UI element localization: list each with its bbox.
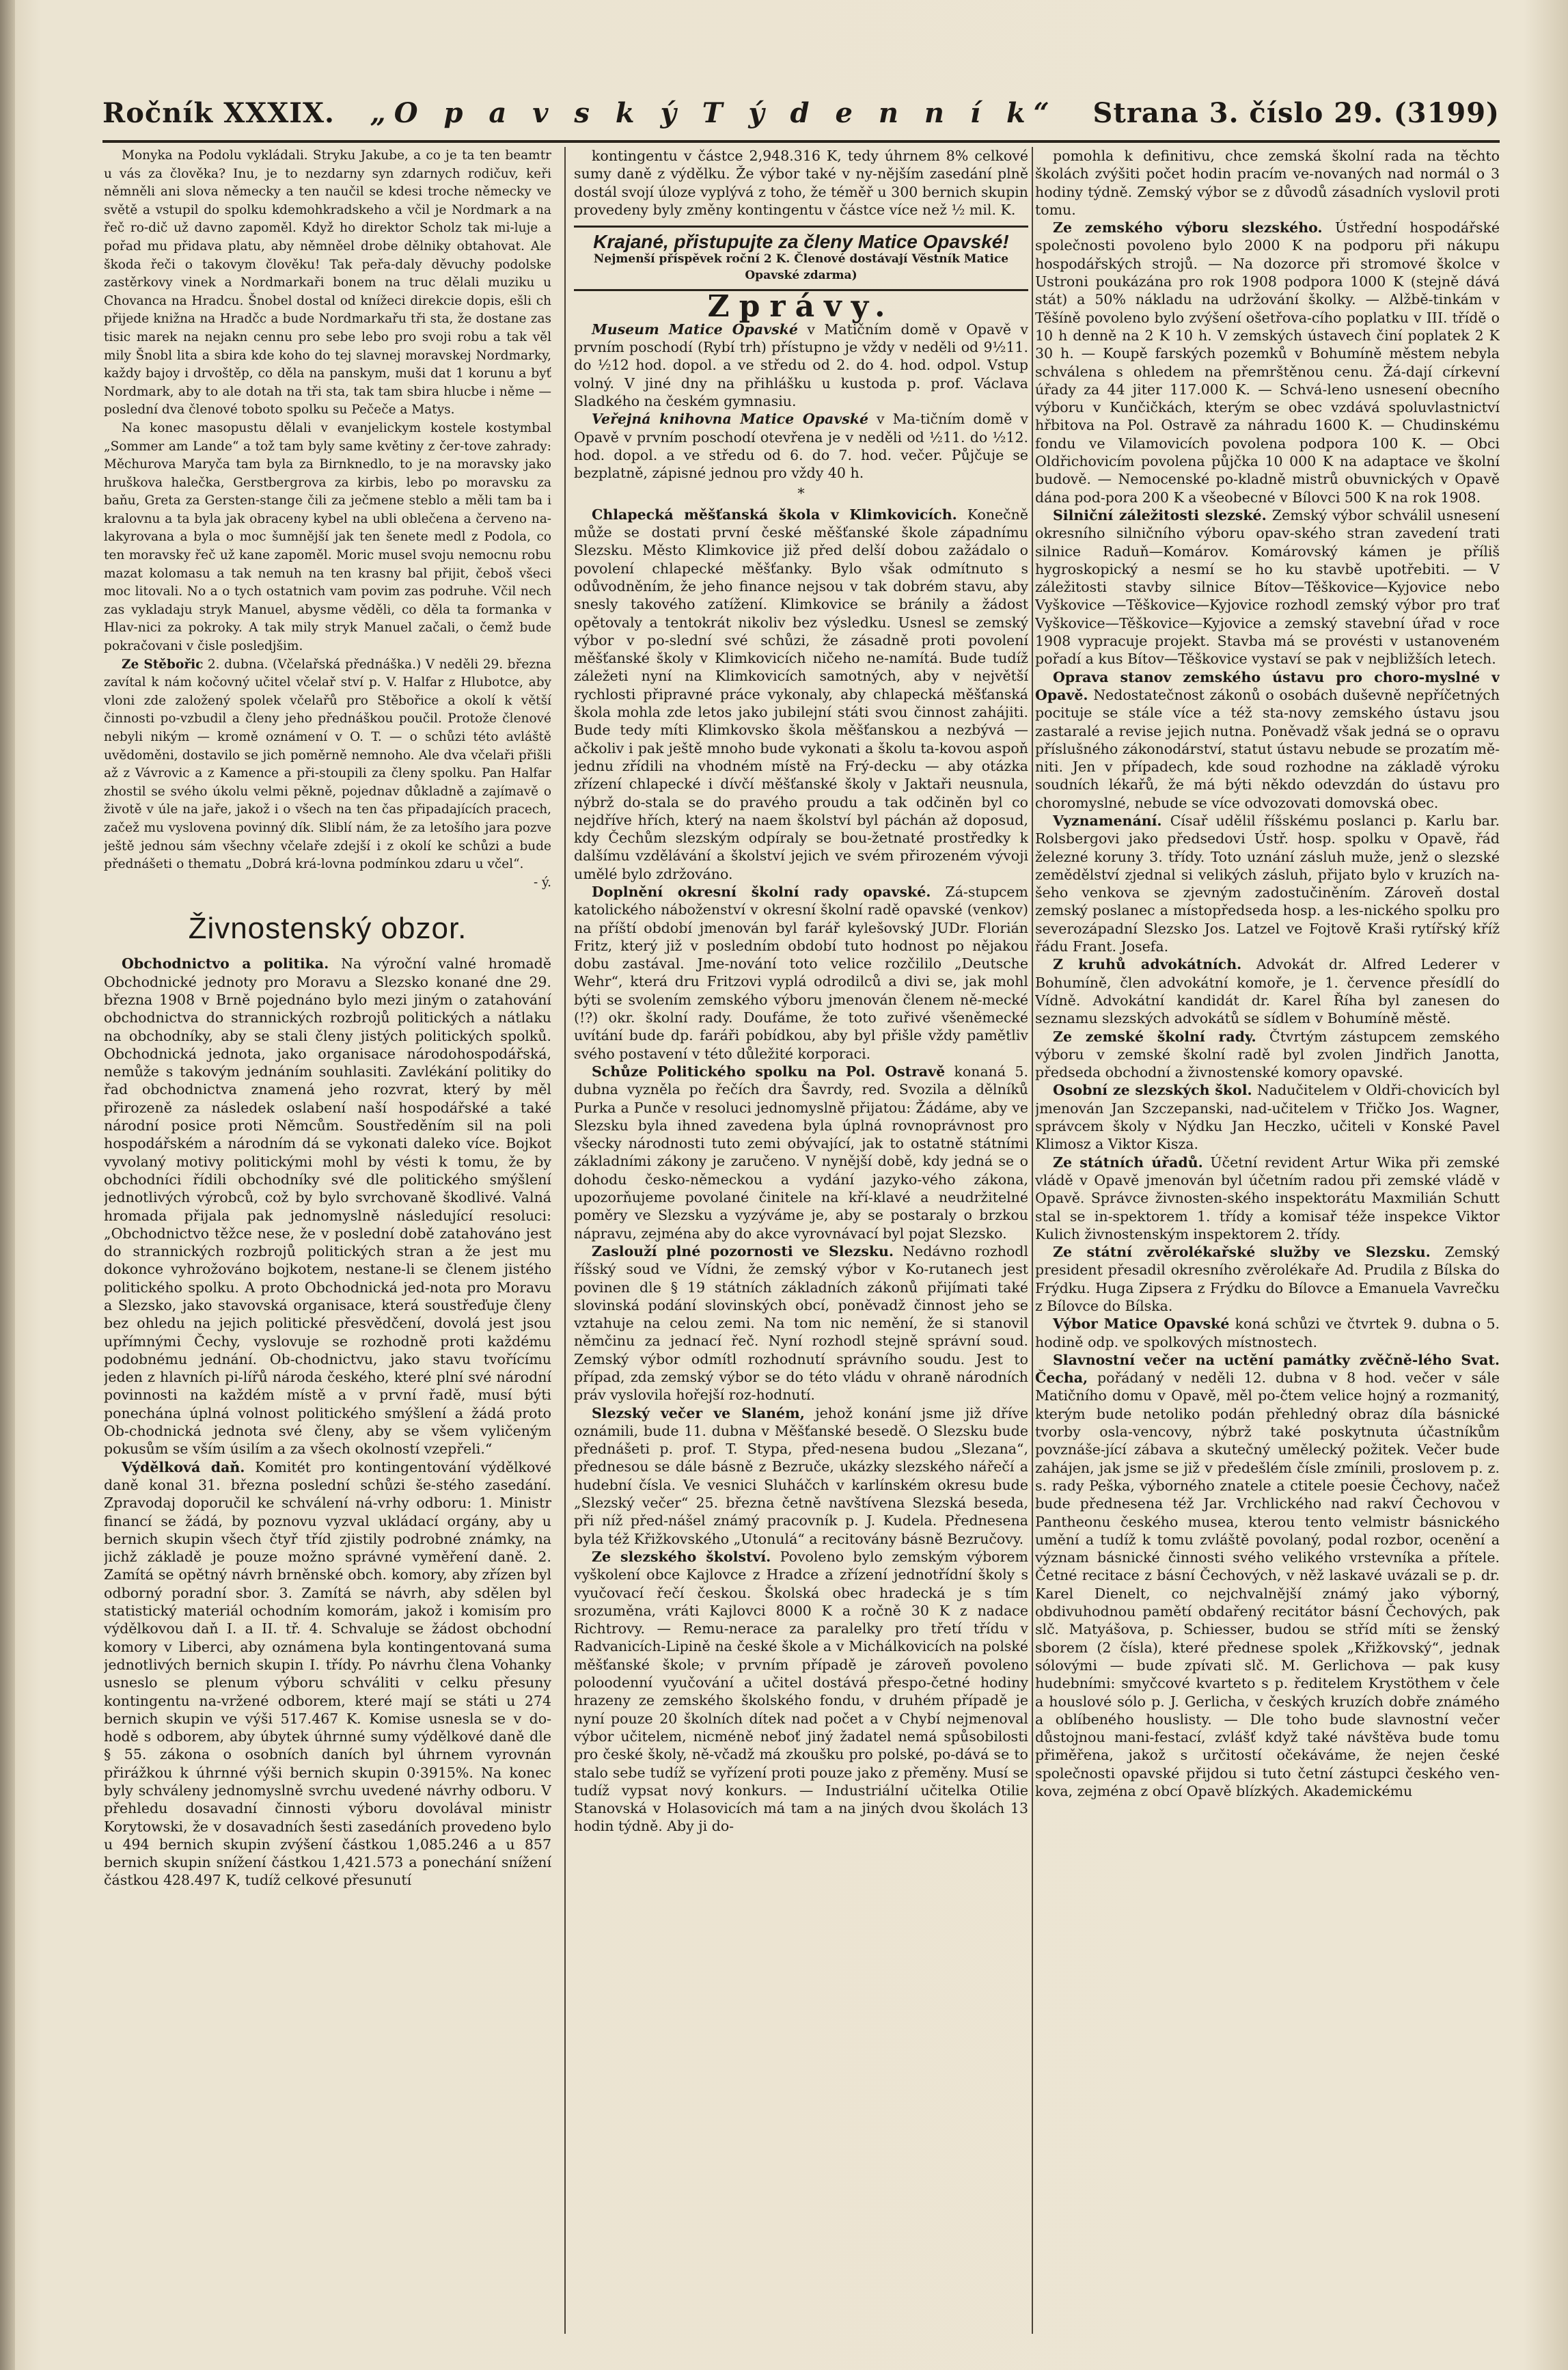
article-lead: Oprava stanov zemského ústavu pro choro-myslné v Opavě.: [1035, 668, 1500, 703]
article-lead: Ze Stěbořic: [122, 657, 204, 672]
column-divider: [564, 147, 566, 2334]
column-1: [104, 147, 551, 2334]
column-divider: [1032, 147, 1033, 2334]
header-masthead: „O p a v s k ý T ý d e n n í k“: [370, 96, 1058, 129]
article-lead: Zaslouží plné pozornosti ve Slezsku.: [592, 1242, 894, 1259]
article-lead: Ze zemského výboru slezského.: [1053, 219, 1323, 236]
article-lead: Chlapecká měšťanská škola v Klimkovicích.: [592, 506, 957, 523]
membership-box: [574, 226, 1028, 291]
article-paragraph: Museum Matice Opavské v Matičním domě v Opavě v prvním poschodí (Rybí trh) přístupno je vždy v neděli od 9½11. do ½12 hod. dopol. a ve středu od 2. do 4. hod. odpol. Vstup volný. V jiné dny na přihlášku u kustoda p. prof. Václava Sladkého na českém gymnasiu.: [574, 321, 1028, 409]
article-lead: Ze zemské školní rady.: [1053, 1028, 1256, 1045]
article-lead: Slavnostní večer na uctění památky zvěčně-lého Svat. Čecha,: [1035, 1351, 1500, 1387]
box-title: Krajané, přistupujte za členy Matice Opavské!: [593, 231, 1009, 253]
article-paragraph: Osobní ze slezských škol. Nadučitelem v Oldři-chovicích byl jmenován Jan Szczepanski, nad-učitelem v Třičko Jos. Wagner, správcem školy v Nýdku Jan Heczko, učiteli v Konské Pavel Klimosz a Viktor Kisza.: [1035, 1082, 1500, 1153]
article-paragraph: Ze zemské školní rady. Čtvrtým zástupcem zemského výboru v zemské školní radě byl zvolen Jindřich Janotta, předseda obchodní a živnostenské komory opavské.: [1035, 1028, 1500, 1081]
article-lead: Výbor Matice Opavské: [1053, 1316, 1230, 1333]
article-paragraph: Zaslouží plné pozornosti ve Slezsku. Nedávno rozhodl říšský soud ve Vídni, že zemský výbor v Ko-rutanech jest povinen dle § 19 státních základních zákonů přijímati také slovinská podání slovinských obcí, poněvadž činnost jeho se vztahuje na celou zemi. Na tom nic nemění, že si stanovil němčinu za jednací řeč. Nyní rozhodl stejně správní soud. Zemský výbor odmítl rozhodnutí správního soudu. Jest to případ, zda zemský výbor se do této vládu v ohraně národních práv vyslovila hořejší roz-hodnutí.: [574, 1242, 1028, 1404]
article-paragraph: Na konec masopustu dělali v evanjelickym kostele kostymbal „Sommer am Lande“ a tož tam byly same květiny z čer-tove zahrady: Měchurova Maryča tam byla za Birnknedlo, to je na moravsky jako hruškova halečka, Gerstbergrova za kirbis, lebo po moravsku za baňu, Greta za Gersten-stange čili za ječmene steblo a měli tam ba i kralovnu a ta byla jak obraceny kybel na ubli oblečena a červeno na-lakyrovana a byla o moc šumnější jak ten šenete medl z Podola, co ten moravsky řeč už kane zapoměl. Moric musel svoju nemocnu robu mazat kolomasu a tak nemuh na ten krasny bal přijit, čeboš všeci moc litovali. No a o tych ostatnich vam povim zas podruhe. Včil nech zas vykladaju stryk Manuel, abysme věděli, co děla ta formanka v Hlav-nici za pokroky. A tak mily stryk Manuel začali, o čemž bude pokračovani v čisle posledjšim.: [104, 420, 551, 654]
article-paragraph: Výbor Matice Opavské koná schůzi ve čtvrtek 9. dubna o 5. hodině odp. ve spolkových místnostech.: [1035, 1316, 1500, 1350]
article-paragraph: Ze státních úřadů. Účetní revident Artur Wika při zemské vládě v Opavě jmenován byl účetním radou při zemské vládě v Opavě. Správce živnosten-ského inspektorátu Maxmilián Schutt stal se in-spektorem 1. třídy a komisař téže inspekce Viktor Kulich živnostenským inspektorem 2. třídy.: [1035, 1154, 1500, 1242]
article-lead: Museum Matice Opavské: [592, 321, 798, 338]
article-paragraph: Výdělková daň. Komitét pro kontingentování výdělkové daně konal 31. března poslední schůzi še-stého zasedání. Zpravodaj doporučil ke schválení ná-vrhy odboru: 1. Ministr financí se žádá, by poznovu vyzval ukládací orgány, aby u bernich skupin všech čtyř tříd zjistily podrobné známky, na jichž základě je pouze možno správné vyměření daně. 2. Zamítá se opětný návrh brněnské obch. komory, aby zřízen byl odborný poradní sbor. 3. Zamítá se návrh, aby sdělen byl statistický materiál ochodním komorám, jakož i komisím pro výdělkovou daň I. a II. tř. 4. Schvaluje se žádost obchodní komory v Liberci, aby oznámena byla kontingentovaná suma jednotlivých bernich skupin I. třídy. Po návrhu člena Vohanky usneslo se plenum výboru schváliti v celku přesuny kontingentu na-vržené odborem, které mají se státi u 274 bernich skupin ve výši 517.467 K. Komise usnesla se v do-hodě s odborem, aby úbytek úhrnné sumy výdělkové daně dle § 55. zákona o osobních daních byl úhrnem vyrovnán přirážkou k úhrnné výši bernich skupin 0·3915%. Na konec byly schváleny jednomyslně svrchu uvedené návrhy odboru. V přehledu dosavadní činnosti výboru dovolával ministr Korytowski, že v dosavadních šesti zasedáních provedeno bylo u 494 bernich skupin zvýšení částkou 1,085.246 a u 857 bernich skupin snížení částkou 1,421.573 a ponechání snížení částkou 428.497 K, tudíž celkové přesunutí: [104, 1458, 551, 1889]
header-rule: [102, 140, 1500, 143]
article-paragraph: kontingentu v částce 2,948.316 K, tedy úhrnem 8% celkové sumy daně z výdělku. Že výbor také v ny-nějším zasedání plně dostál svojí úloze vyplývá z toho, že téměř u 300 bernich skupin provedeny byly změny kontingentu v částce více než ½ mil. K.: [574, 148, 1028, 218]
article-lead: Z kruhů advokátních.: [1053, 956, 1242, 973]
article-lead: Obchodnictvo a politika.: [122, 955, 329, 972]
box-subtitle: Nejmenší příspěvek roční 2 K. Členové dostávají Věstník Matice Opavské zdarma): [593, 252, 1009, 283]
column-3: [1035, 147, 1500, 2334]
article-lead: Doplnění okresní školní rady opavské.: [592, 883, 931, 900]
article-paragraph: Ze státní zvěrolékařské služby ve Slezsku. Zemský president přesadil okresního zvěrolékaře Ad. Prudila z Bílska do Frýdku. Huga Zipsera z Frýdku do Bílovce a Emanuela Vavrečku z Bílovce do Bílska.: [1035, 1244, 1500, 1314]
article-paragraph: Ze Stěbořic 2. dubna. (Včelařská přednáška.) V neděli 29. března zavítal k nám kočovný učitel včelař ství p. V. Halfar z Hlubotce, aby vloni zde založený spolek včelařů pro Stěbořice a okolí k větší činnosti po-vzbudil a členy jeho přednáškou poučil. Protože členové nebyli nikým — kromě oznámení v O. T. — o schůzi této avláště uvědoměni, dostavilo se jich poměrně nemnoho. Ale dva včelaři přišli až z Vávrovic a z Kamence a při-stoupili za členy spolku. Pan Halfar zhostil se svého úkolu velmi pěkně, pojednav důkladně a zajímavě o životě v úle na jaře, jakož i o všech na ten čas připadajících pracech, začež mu vyslovena povinný dík. Sliblí nám, že za letošího jara pozve ještě jednou sám všechny včelaře zdejší i z okolí ke schůzi a bude přednášeti o thematu „Dobrá krá-lovna podmínkou zdaru u včel“.: [104, 657, 551, 872]
article-lead: Slezský večer ve Slaném,: [592, 1404, 805, 1421]
article-paragraph: Slezský večer ve Slaném, jehož konání jsme již dříve oznámili, bude 11. dubna v Měšťanské besedě. O Slezsku bude přednášeti p. prof. T. Stypa, před-nesena budou „Slezana“, přednesou se dále básně z Bezruče, ukázky slezského nářečí a hudební čísla. Ve vesnici Sluháčch v karlínském okresu bude „Slezský večer“ 25. března četně navštívena Slezská beseda, při níž před-nášel známý pracovník p. J. Kudela. Přednesena byla též Křižkovského „Utonulá“ a recitovány básně Bezručovy.: [574, 1404, 1028, 1547]
article-lead: Osobní ze slezských škol.: [1053, 1082, 1252, 1099]
article-paragraph: Ze zemského výboru slezského. Ústřední hospodářské společnosti povoleno bylo 2000 K na podporu při nákupu hospodářských strojů. — Na dozorce při stromové školce v Ustroni poukázána pro rok 1908 podpora 1000 K (stejně dává stát) a 50% nákladu na udržování školky. — Alžbě-tinkám v Těšíně povoleno bylo zvýšení ošetřova-cího poplatku v III. třídě o 10 h denně na 2 K 10 h. V zemských ústavech činí poplatek 2 K 30 h. — Koupě farských pozemků v Bohumíně městem nebyla schválena s ohledem na přemrštěnou cenu. Žá-dají církevní úřady za 44 jiter 117.000 K. — Schvá-leno usnesení obecního výboru v Kunčičkách, kterým se obec vzdává spoluvlastnictví hřbitova na Pol. Ostravě za náhradu 1600 K. — Chudinskému fondu ve Vilamovicích povolena podpora 100 K. — Obci Oldřichovicím povolena půjčka 10 000 K na adaptace ve školní budově. — Nemocenské po-kladně mistrů obuvnických v Opavě dána pod-pora 200 K a všeobecné v Bílovci 500 K na rok 1908.: [1035, 219, 1500, 506]
separator-star: *: [797, 485, 805, 502]
article-paragraph: Chlapecká měšťanská škola v Klimkovicích. Konečně může se dostati první české měšťanské škole západnímu Slezsku. Město Klimkovice již před delší dobou zažádalo o povolení chlapecké měšťanky. Bylo však odmítnuto s odůvodněním, že jeho finance nejsou v tak dobrém stavu, aby snesly takového zatížení. Klimkovice se bránily a žádost opětovaly a tentokrát nikoliv bez výsledku. Usnesl se zemský výbor v po-slední své schůzi, že zásadně proti povolení měšťanské školy v Klimkovicích ničeho ne-namítá. Bude tudíž záležeti nyní na Klimkovicích samotných, aby v největší rychlosti připravné práce vykonaly, aby chlapecká měšťanská škola mohla zde letos jako jubilejní státi svou činnost zahájiti. Bude tedy míti Klimkovsko škola měšťanskou a nezbývá — ačkoliv i pak ještě mnoho bude vykonati a školu ta-kovou aspoň jednu zřídili na vhodném místě na Frý-decku — aby otázka zřízení chlapecké i dívčí měšťanské školy v Jaktaři neusnula, nýbrž do-stala se do pravého proudu a tak odčiněn byl co nejdříve hřích, který na naem školství byl páchán až doposud, kdy Čechům slezským odpíraly se bou-žetnaté prostředky k dalšímu vzdělávání a školství jejich ve svém přirozeném vývoji umělé bylo zdržováno.: [574, 506, 1028, 882]
signature: - ý.: [533, 875, 551, 890]
article-paragraph: Silniční záležitosti slezské. Zemský výbor schválil usnesení okresního silničního výboru opav-ského stran zavedení trati silnice Raduň—Komárov. Komárovský kámen je příliš hygroskopický a nesmí se ho ku stavbě upotřebiti. — V záležitosti stavby silnice Bítov—Těškovice—Kyjovice nebo Vyškovice —Těškovice—Kyjovice rozhodl zemský výbor pro trať Vyškovice—Těškovice—Kyjovice a zemský stavební úřad v roce 1908 vypracuje projekt. Stavba má se provésti v ustanoveném pořadí a kus Bítov—Těškovice vystaví se pak v nejbližších letech.: [1035, 506, 1500, 668]
article-lead: Ze státní zvěrolékařské služby ve Slezsku.: [1053, 1244, 1431, 1261]
article-paragraph: Ze slezského školství. Povoleno bylo zemským výborem vyškolení obce Kajlovce z Hradce a zřízení jednotřídní školy s vyučovací řečí českou. Školská obec hradecká je s tím srozuměna, vráti Kajlovci 8000 K a ročně 30 K z nadace Richtrovy. — Remu-nerace za paralelky pro třetí třídu v Radvanicích-Lipině na české škole a v Michálkovicích na polské měšťanské škole; v prvním případě je zároveň povoleno poloodenní vyučování a učitel dostává přespo-četné hodiny hrazeny ze zemského školského fondu, v druhém případě je nyní pouze 20 školních dítek nad počet a v Chybí nejmenoval výbor učitelem, nicméně neboť jiný žadatel nemá spůsobilosti pro české školy, ně-včadž má zkoušku pro polské, po-dává se to stalo sebe tudíž se vyřízení proti pouze jako z přeměny. Musí se tudíž vypsat nový konkurs. — Industriální učitelka Otilie Stanovská v Holasovicích má tam a na jiných dvou školách 13 hodin týdně. Aby ji do-: [574, 1548, 1028, 1835]
article-lead: Veřejná knihovna Matice Opavské: [592, 411, 869, 428]
article-lead: Schůze Politického spolku na Pol. Ostravě: [592, 1063, 946, 1080]
article-paragraph: Schůze Politického spolku na Pol. Ostravě konaná 5. dubna vyzněla po řečích dra Šavrdy, red. Svozila a dělníků Purka a Punče v resoluci jednomyslně přijatou: Žádáme, aby ve Slezsku byla ihned zavedena byla úplná rovnoprávnost pro všecky národnosti tuto zemi obývající, jak to ostatně státními základními zákony je zaručeno. V nynější době, kdy jedná se o dohodu česko-německou a vydání jazyko-vého zákona, upozorňujeme povolané činitele na kří-klavé a neudržitelné poměry ve Slezsku a vyzýváme je, aby se postaraly o brzkou nápravu, zejména aby do akce vyrovnávací byl pojat Slezsko.: [574, 1063, 1028, 1242]
article-lead: Výdělková daň.: [122, 1458, 245, 1475]
article-lead: Vyznamenání.: [1053, 812, 1162, 829]
header-page-number: Strana 3. číslo 29. (3199): [1092, 96, 1500, 129]
article-paragraph: Vyznamenání. Císař udělil říšskému poslanci p. Karlu bar. Rolsbergovi jako předsedovi Ústř. hosp. spolku v Opavě, řád železné koruny 3. třídy. Toto uznání zásluh muže, jenž o slezské zemědělství zjednal si velikých zásluh, přijato bylo v kruzích na-šeho venkova se zjevným zadostučiněním. Zároveň dostal zemský poslanec a místopředseda hosp. a les-nického spolku pro severozápadní Slezsko Jos. Latzel ve Fojtově Kraši rytířský kříž řádu Frant. Josefa.: [1035, 812, 1500, 955]
column-2: [574, 147, 1028, 2334]
article-paragraph: Oprava stanov zemského ústavu pro choro-myslné v Opavě. Nedostatečnost zákonů o osobách duševně nepříčetných pocituje se stále více a též sta-novy zemského ústavu jsou zastaralé a revise jejich nutna. Poněvadž však jedná se o opravu příslušného zákonodárství, statut ústavu nebude se prozatím mě-niti. Jen v případech, kde soud rozhodne na základě výroku soudních lékařů, že má býti někdo odevzdán do ústavu pro choromyslné, nebude se více odvozovati domovská obec.: [1035, 668, 1500, 811]
article-paragraph: Monyka na Podolu vykládali. Stryku Jakube, a co je ta ten beamtr u vás za člověka? Inu, je to nezdarny syn zdarnych rodičuv, keři němněli ani slova německy a ten naučil se kdesi troche německy ve světě a vstupil do spolku kdemohkradskeho a včil je Nordmark a na řeč ro-dič už davno zapoměl. Když ho direktor Scholz tak mi-luje a pořad mu přidava platu, aby němněel drobe dělniky obtahovat. Ale škoda řeči o takovym člověku! Tak peřa-daly děvuchy podolske zastěrkovy vinek a Nordmarkaři bonem na truc dělali muziku u Chovanca na Hradcu. Šnobel dostal od knížeci direkcie dopis, ešli ch přijede knižna na Hradčc a bude Nordmarkařu tři sta, že dostane zas tisic marek na nejakn cennu pro sebe lebo pro svoji robu a tak věl mily Šnobl lita a sbira kde koho do tej slavnej moravskej Nordmarky, každy bajoy i drvoštěp, co děla na panskym, muši dat 1 korunu a byť Nordmark, aby to ale dotah na tři sta, tak tam sbira hlucbe i něme — poslední dva členové toboto spolku su Pečeče a Matys.: [104, 148, 551, 418]
article-lead: Ze státních úřadů.: [1053, 1154, 1203, 1171]
article-paragraph: pomohla k definitivu, chce zemská školní rada na těchto školách zvýšiti počet hodin pracím ve-novaných nad normál o 3 hodiny týdně. Zemský výbor se z důvodů zásadních vyslovil proti tomu.: [1035, 148, 1500, 218]
article-lead: Silniční záležitosti slezské.: [1053, 506, 1267, 523]
article-paragraph: Doplnění okresní školní rady opavské. Zá-stupcem katolického náboženství v okresní školní radě opavské (venkov) na příští období jmenován byl farář kylešovský JUDr. Florián Fritz, který již v posledním období tuto hodnost po nějakou dobu zastával. Jme-nování toto velice rozčililo „Deutsche Wehr“, která dru Fritzovi vyplá odrodilců a divi se, jak mohl býti se svolením zemského výboru jmenován členem ně-mecké (!?) okr. školní rady. Doufáme, že toto zuřivé všeněmecké uvítání bude dp. faráři pobídkou, aby byl přišle vždy pamětliv svého postavení v této důležité korporaci.: [574, 883, 1028, 1062]
page-header: [102, 89, 1500, 137]
article-paragraph: Veřejná knihovna Matice Opavské v Ma-tičním domě v Opavě v prvním poschodí otevřena je v neděli od ½11. do ½12. hod. dopol. a ve středu od 6. do 7. hod. večer. Půjčuje se bezplatně, zápisné jednou pro vždy 40 h.: [574, 411, 1028, 482]
article-paragraph: Obchodnictvo a politika. Na výroční valné hromadě Obchodnické jednoty pro Moravu a Slezsko konané dne 29. března 1908 v Brně pojednáno bylo mezi jiným o zatahování obchodnictva do strannických rozbrojů politických a nátlaku na obchodníky, aby se stali členy jistých politických spolků. Obchodnická jednota, jako organisace národohospodářská, nemůže s takovým jednáním souhlasiti. Zavlékání politiky do řad obchodnictva znamená jeho rozvrat, který by měl přirozeně za následek oslabení naší hospodářské a také národní posice proti Němcům. Soustředěním sil na poli hospodářském a národním dá se vykonati daleko více. Bojkot vyvolaný motivy politickými mohl by vésti k tomu, že by obchodníci řídili obchodníky své dle politického smýšlení jednotlivých výrobců, což by bylo svrchovaně škodlivé. Valná hromada přijala pak jednomyslně následující resoluci: „Obchodnictvo těžce nese, že v poslední době zatahováno jest do strannických rozbrojů politických stran a že jest mu dokonce vyhrožováno bojkotem, nestane-li se členem jistého politického spolku. A proto Obchodnická jed-nota pro Moravu a Slezsko, jako stavovská organisace, která soustřeďuje členy bez ohledu na jejich politické přesvědčení, dovolá jest jsou upřímnými Čechy, vyslovuje se rozhodně proti každému podobnému jednání. Ob-chodnictvu, jako stavu tvořícímu jeden z hlavních pi-lířů národa českého, které plní své národní povinnosti na každém místě a v první řadě, musí býti ponechána úplná volnost politického smýšlení a žádá proto Ob-chodnická jednota své členy, aby se všem vyličeným pokusům se vším úsilím a za všech okolností vzepřeli.“: [104, 955, 551, 1458]
section-title: Zprávy.: [707, 289, 895, 325]
article-lead: Ze slezského školství.: [592, 1548, 771, 1565]
header-volume: Ročník XXXIX.: [102, 96, 335, 129]
article-paragraph: Z kruhů advokátních. Advokát dr. Alfred Lederer v Bohumíně, člen advokátní komoře, je 1. července přesídlí do Vídně. Advokátní kandidát dr. Karel Říha byl zanesen do seznamu slezských advokátů se sídlem v Bohumíně městě.: [1035, 956, 1500, 1027]
binding-spine: [0, 0, 15, 2370]
article-paragraph: Slavnostní večer na uctění památky zvěčně-lého Svat. Čecha, pořádaný v neděli 12. dubna v 8 hod. večer v sále Matičního domu v Opavě, měl po-čtem velice hojný a rozmanitý, kterým bude netoliko podán přehledný obraz díla básnické tvorby osla-vencovy, nýbrž také poskytnuta účastníkům povznáše-jící zábava a skutečný umělecký požitek. Večer bude zahájen, jak jsme se již v předešlém čísle zmínili, proslovem p. z. s. rady Peška, výborného znatele a ctitele poesie Čechovy, načež bude přednesena též Jar. Vrchlického nad rakví Čechovou v Pantheonu českého musea, kterou tento velmistr básnického umění a tudíž k tomu zvláště povolaný, podal rozbor, ocenění a význam básnické činnosti svého velikého vrstevníka a přítele. Četné recitace z básní Čechových, v něž laskavé uvázali se p. dr. Karel Dienelt, co nejchvalnější známý jako výborný, obdivuhodnou pamětí obdařený recitátor básní Čechových, pak slč. Matyášova, p. Schiesser, budou se stříd míti se ženský sborem (2 čísla), které přednese spolek „Křižkovský“, jednak sólovými — bude zpívati slč. M. Gerlichova — pak kusy hudebními: smyčcové kvarteto s p. ředitelem Krystöthem v čele a houslové sólo p. J. Gerlicha, v českých kruzích dobře známého a oblíbeného houslisty. — Dle toho bude slavnostní večer důstojnou mani-festací, zvlášť když také návštěva bude tomu přiměřena, jakož s určitostí očekáváme, že nejen české společnosti opavské přijdou si tuto četní zástupci českého ven-kova, zejména z obcí Opavě blízkých. Akademickému: [1035, 1351, 1500, 1800]
section-title: Živnostenský obzor.: [188, 912, 467, 946]
